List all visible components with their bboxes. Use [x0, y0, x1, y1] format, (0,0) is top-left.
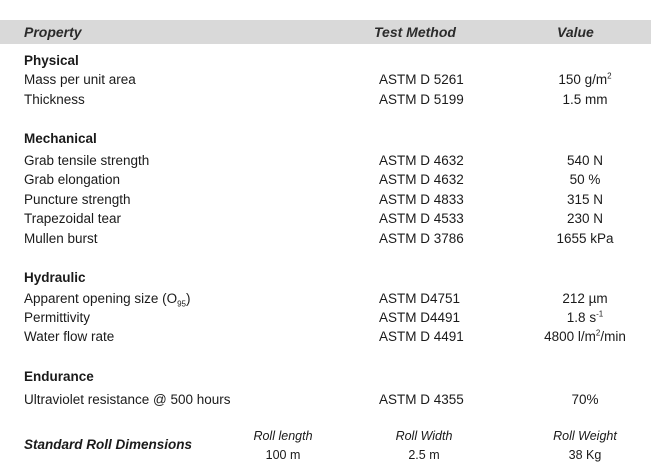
property-value: 4800 $l/m^2/\min$: [544, 328, 626, 344]
property-value: 1.5 mm: [562, 92, 608, 107]
property-value: 70%: [571, 392, 599, 407]
test-method: ASTM D 4533: [379, 211, 464, 226]
property-label: Water flow rate: [24, 329, 115, 344]
property-label: Grab elongation: [24, 172, 121, 187]
test-method: ASTM D 4833: [379, 192, 464, 207]
roll-length-value: 100 m: [265, 448, 301, 462]
property-value: 1.8 $s^{-1}$: [566, 309, 604, 325]
property-label: Puncture strength: [24, 192, 131, 207]
header-value: Value: [557, 24, 594, 40]
property-label: Grab tensile strength: [24, 153, 150, 168]
roll-width-value: 2.5 m: [408, 448, 440, 462]
property-value: 50 %: [569, 172, 601, 187]
test-method: ASTM D 5199: [379, 92, 464, 107]
test-method: ASTM D 5261: [379, 72, 464, 87]
property-value: 540 N: [566, 153, 604, 168]
test-method: ASTM D4491: [379, 310, 461, 325]
property-value: 150 $g/m^2$: [558, 71, 612, 87]
header-property: Property: [24, 24, 82, 40]
test-method: ASTM D 4632: [379, 172, 464, 187]
property-label: Trapezoidal tear: [24, 211, 122, 226]
property-label: Permittivity: [24, 310, 91, 325]
roll-length-label: Roll length: [253, 429, 313, 443]
roll-width-label: Roll Width: [395, 429, 453, 443]
property-value: 1655 kPa: [556, 231, 614, 246]
test-method: ASTM D 4355: [379, 392, 464, 407]
section-title-physical: Physical: [24, 53, 79, 68]
section-title-endurance: Endurance: [24, 369, 94, 384]
property-value: 315 N: [566, 192, 604, 207]
table-header: [0, 20, 651, 44]
property-label: Thickness: [24, 92, 85, 107]
section-title-mechanical: Mechanical: [24, 131, 97, 146]
roll-weight-label: Roll Weight: [553, 429, 617, 443]
roll-dimensions-title: Standard Roll Dimensions: [24, 437, 193, 452]
property-label: Apparent opening size $(O_{95})$: [24, 291, 191, 309]
section-title-hydraulic: Hydraulic: [24, 270, 86, 285]
property-label: Ultraviolet resistance @ 500 hours: [24, 392, 231, 407]
property-label: Mullen burst: [24, 231, 98, 246]
header-test-method: Test Method: [374, 24, 456, 40]
test-method: ASTM D4751: [379, 291, 461, 306]
property-label: Mass per unit area: [24, 72, 136, 87]
property-value: 212 µm: [562, 291, 608, 306]
test-method: ASTM D 3786: [379, 231, 464, 246]
test-method: ASTM D 4632: [379, 153, 464, 168]
roll-weight-value: 38 Kg: [568, 448, 602, 462]
test-method: ASTM D 4491: [379, 329, 464, 344]
property-value: 230 N: [566, 211, 604, 226]
